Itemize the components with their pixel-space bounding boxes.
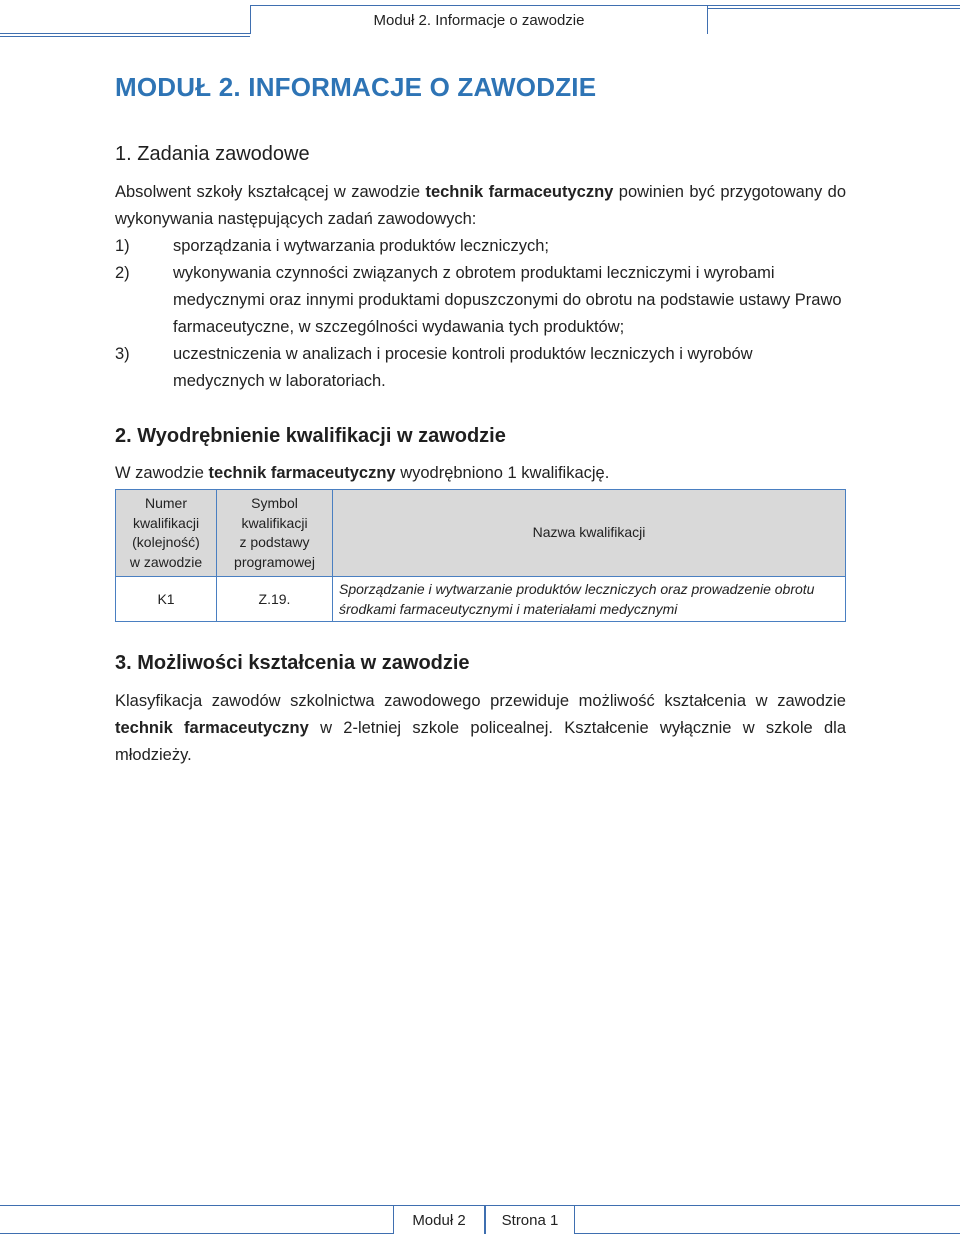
section3-heading: 3. Możliwości kształcenia w zawodzie (115, 652, 470, 674)
section2-heading: 2. Wyodrębnienie kwalifikacji w zawodzie (115, 425, 506, 447)
footer-page (485, 1205, 575, 1234)
running-header (250, 5, 708, 34)
list-item-number: 1) (115, 237, 130, 255)
header-line: Numer (144, 495, 187, 511)
section3-text-bold: technik farmaceutyczny (115, 719, 309, 737)
page-content (115, 72, 846, 769)
header-line: Symbol (251, 495, 298, 511)
section1-intro-pre: Absolwent szkoły kształcącej w zawodzie (115, 183, 426, 201)
header-line: kwalifikacji (132, 514, 200, 531)
header-line: (kolejność) (132, 534, 200, 550)
section3-text-post: w 2-letniej szkole policealnej. Kształcenie wyłącznie w szkole dla młodzieży. (115, 719, 846, 764)
header-rule-left-2 (0, 36, 250, 37)
section1-intro (115, 179, 846, 233)
footer-module (393, 1205, 485, 1234)
header-qualification-symbol (217, 490, 333, 577)
title-module: MODUŁ 2. (115, 72, 241, 102)
header-rule-right-2 (706, 8, 960, 9)
list-item-text: wykonywania czynności związanych z obrotem produktami leczniczymi i wyrobami medycznymi oraz innymi produktami dopuszczonymi do obrotu na podstawie ustawy Prawo farmaceutyczne, w szczególności wydawania tych produktów; (173, 264, 842, 336)
header-rule-right (706, 5, 960, 6)
qualifications-table (115, 489, 846, 622)
list-item (115, 233, 846, 260)
header-line: programowej (234, 553, 315, 570)
section1-intro-bold: technik farmaceutyczny (425, 183, 614, 201)
table-header-row (116, 490, 846, 577)
list-item (115, 341, 846, 395)
running-header-text: Moduł 2. Informacje o zawodzie (373, 11, 585, 29)
list-item-text: sporządzania i wytwarzania produktów leczniczych; (173, 237, 550, 255)
section1-intro-post: powinien być przygotowany do wykonywania następujących zadań zawodowych: (115, 183, 847, 228)
cell-symbol: Z.19. (217, 577, 333, 622)
list-item-number: 3) (115, 345, 130, 363)
section1-heading: 1. Zadania zawodowe (115, 143, 310, 165)
header-line: kwalifikacji (241, 514, 308, 531)
footer-module-text: Moduł 2 (412, 1211, 466, 1229)
table-row (116, 577, 846, 622)
section2-text (115, 460, 846, 487)
section2-text-post: wyodrębniono 1 kwalifikację. (395, 464, 610, 482)
footer-page-text: Strona 1 (501, 1211, 559, 1229)
section2-text-bold: technik farmaceutyczny (208, 464, 396, 482)
section3-text-pre: Klasyfikacja zawodów szkolnictwa zawodowego przewiduje możliwość kształcenia w zawodzie (115, 692, 846, 710)
cell-number: K1 (116, 577, 217, 622)
cell-name: Sporządzanie i wytwarzanie produktów leczniczych oraz prowadzenie obrotu środkami farmaceutycznymi i materiałami medycznymi (333, 577, 846, 622)
header-rule-left (0, 33, 250, 34)
task-list (115, 233, 846, 395)
list-item (115, 260, 846, 341)
header-qualification-number (116, 490, 217, 577)
section2-text-pre: W zawodzie (115, 464, 209, 482)
section3-text (115, 688, 846, 769)
list-item-number: 2) (115, 264, 130, 282)
title-subject: INFORMACJE O ZAWODZIE (248, 72, 597, 102)
header-line: z podstawy (239, 534, 310, 550)
header-qualification-name: Nazwa kwalifikacji (333, 490, 846, 577)
list-item-text: uczestniczenia w analizach i procesie kontroli produktów leczniczych i wyrobów medycznych w laboratoriach. (173, 345, 753, 390)
header-line: w zawodzie (129, 553, 203, 570)
page-title (115, 72, 846, 103)
